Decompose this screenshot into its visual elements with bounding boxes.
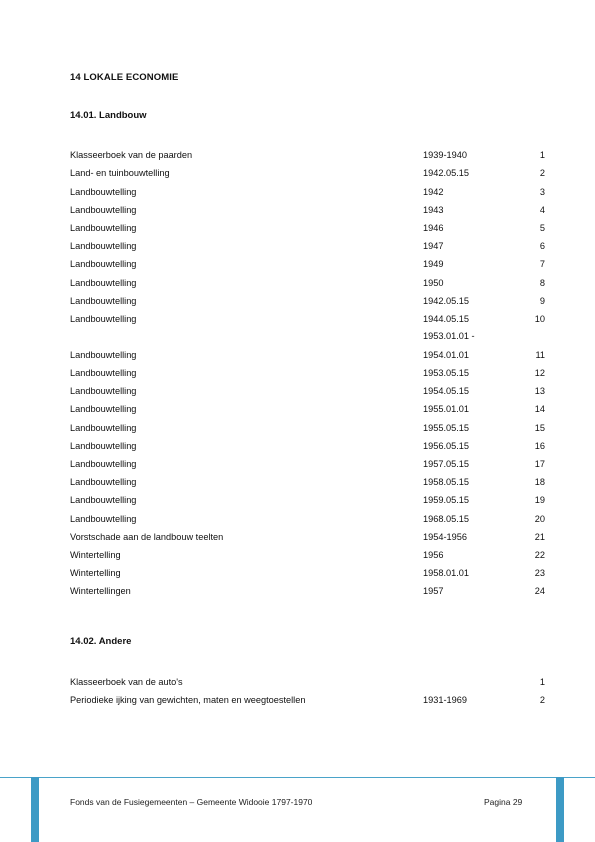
section-title-landbouw: 14.01. Landbouw xyxy=(70,110,147,121)
item-description: Landbouwtelling xyxy=(70,495,137,506)
item-date: 1947 xyxy=(423,241,444,252)
item-description: Landbouwtelling xyxy=(70,186,137,197)
item-date: 1954-1956 xyxy=(423,531,467,542)
item-description: Landbouwtelling xyxy=(70,259,137,270)
inventory-row xyxy=(70,491,546,509)
item-description: Landbouwtelling xyxy=(70,241,137,252)
inventory-row xyxy=(70,546,546,564)
item-number: 19 xyxy=(534,495,545,506)
footer-divider xyxy=(0,777,595,778)
item-number: 18 xyxy=(534,477,545,488)
item-description: Landbouwtelling xyxy=(70,368,137,379)
item-number: 2 xyxy=(539,695,545,706)
item-date: 1943 xyxy=(423,204,444,215)
item-description: Landbouwtelling xyxy=(70,386,137,397)
inventory-row xyxy=(70,237,546,255)
item-date: 1959.05.15 xyxy=(423,495,469,506)
item-date: 1950 xyxy=(423,277,444,288)
item-description: Landbouwtelling xyxy=(70,313,137,324)
item-description: Klasseerboek van de paarden xyxy=(70,150,193,161)
item-number: 4 xyxy=(539,204,545,215)
item-number: 11 xyxy=(535,349,545,360)
item-date: 1956.05.15 xyxy=(423,440,469,451)
inventory-row xyxy=(70,328,546,364)
item-description: Landbouwtelling xyxy=(70,349,137,360)
inventory-row xyxy=(70,255,546,273)
item-number: 12 xyxy=(534,368,545,379)
inventory-row xyxy=(70,273,546,291)
item-description: Landbouwtelling xyxy=(70,440,137,451)
item-number: 16 xyxy=(534,440,545,451)
item-description: Landbouwtelling xyxy=(70,477,137,488)
item-number: 21 xyxy=(534,531,545,542)
inventory-row xyxy=(70,437,546,455)
inventory-row xyxy=(70,292,546,310)
inventory-row xyxy=(70,473,546,491)
item-number: 7 xyxy=(539,259,545,270)
item-number: 22 xyxy=(534,549,545,560)
item-date: 1956 xyxy=(423,549,444,560)
item-date: 1958.01.01 xyxy=(423,568,469,579)
item-number: 10 xyxy=(534,313,545,324)
inventory-row xyxy=(70,509,546,527)
item-description: Land- en tuinbouwtelling xyxy=(70,168,170,179)
item-description: Landbouwtelling xyxy=(70,404,137,415)
item-description: Landbouwtelling xyxy=(70,295,137,306)
item-description: Landbouwtelling xyxy=(70,222,137,233)
item-number: 3 xyxy=(539,186,545,197)
inventory-list-landbouw xyxy=(70,146,546,600)
item-description: Landbouwtelling xyxy=(70,277,137,288)
inventory-row xyxy=(70,582,546,600)
item-date: 1955.05.15 xyxy=(423,422,469,433)
item-number: 9 xyxy=(539,295,545,306)
inventory-row xyxy=(70,382,546,400)
item-number: 1 xyxy=(539,150,545,161)
item-number: 5 xyxy=(539,222,545,233)
item-description: Landbouwtelling xyxy=(70,513,137,524)
item-description: Wintertellingen xyxy=(70,586,131,597)
item-description: Wintertelling xyxy=(70,549,121,560)
item-date: 1942 xyxy=(423,186,444,197)
item-number: 23 xyxy=(534,568,545,579)
inventory-row xyxy=(70,364,546,382)
item-number: 20 xyxy=(534,513,545,524)
item-description: Wintertelling xyxy=(70,568,121,579)
item-number: 13 xyxy=(534,386,545,397)
item-date: 1953.05.15 xyxy=(423,368,469,379)
item-date: 1954.05.15 xyxy=(423,386,469,397)
item-date: 1949 xyxy=(423,259,444,270)
item-date: 1946 xyxy=(423,222,444,233)
item-date: 1957.05.15 xyxy=(423,459,469,469)
item-date: 1939-1940 xyxy=(423,150,467,161)
footer-accent-bar-right xyxy=(556,777,564,842)
item-description: Landbouwtelling xyxy=(70,204,137,215)
inventory-row xyxy=(70,219,546,237)
inventory-row xyxy=(70,182,546,200)
item-date: 1942.05.15 xyxy=(423,168,469,179)
item-description: Vorstschade aan de landbouw teelten xyxy=(70,531,224,542)
inventory-row xyxy=(70,691,546,709)
inventory-row xyxy=(70,201,546,219)
item-number: 8 xyxy=(539,277,545,288)
item-description: Klasseerboek van de auto's xyxy=(70,677,183,688)
item-number: 17 xyxy=(534,459,545,469)
inventory-row xyxy=(70,146,546,164)
item-date-line: 1954.01.01 xyxy=(423,349,469,360)
chapter-title: 14 LOKALE ECONOMIE xyxy=(70,72,179,83)
inventory-row xyxy=(70,164,546,182)
item-date: 1958.05.15 xyxy=(423,477,469,488)
item-number: 15 xyxy=(534,422,545,433)
item-number: 14 xyxy=(534,404,545,415)
item-date: 1968.05.15 xyxy=(423,513,469,524)
footer-accent-bar-left xyxy=(31,777,39,842)
item-date: 1942.05.15 xyxy=(423,295,469,306)
inventory-row xyxy=(70,310,546,328)
item-date: 1957 xyxy=(423,586,444,597)
item-date xyxy=(423,327,475,363)
page-number: Pagina 29 xyxy=(484,797,523,807)
item-number: 6 xyxy=(539,241,545,252)
inventory-row xyxy=(70,455,546,473)
item-number: 1 xyxy=(539,677,545,688)
item-date: 1931-1969 xyxy=(423,695,467,706)
inventory-row xyxy=(70,528,546,546)
inventory-row xyxy=(70,673,546,691)
inventory-list-andere xyxy=(70,673,546,709)
item-date: 1955.01.01 xyxy=(423,404,469,415)
inventory-row xyxy=(70,400,546,418)
item-number: 24 xyxy=(534,586,545,597)
item-date: 1944.05.15 xyxy=(423,313,469,324)
item-number: 2 xyxy=(539,168,545,179)
footer-title: Fonds van de Fusiegemeenten – Gemeente Widooie 1797-1970 xyxy=(70,797,313,807)
item-date-line: 1953.01.01 - xyxy=(423,331,475,342)
section-title-andere: 14.02. Andere xyxy=(70,636,132,647)
item-description: Periodieke ijking van gewichten, maten en weegtoestellen xyxy=(70,695,306,706)
inventory-row xyxy=(70,564,546,582)
item-description: Landbouwtelling xyxy=(70,422,137,433)
inventory-row xyxy=(70,418,546,436)
item-description: Landbouwtelling xyxy=(70,459,137,469)
